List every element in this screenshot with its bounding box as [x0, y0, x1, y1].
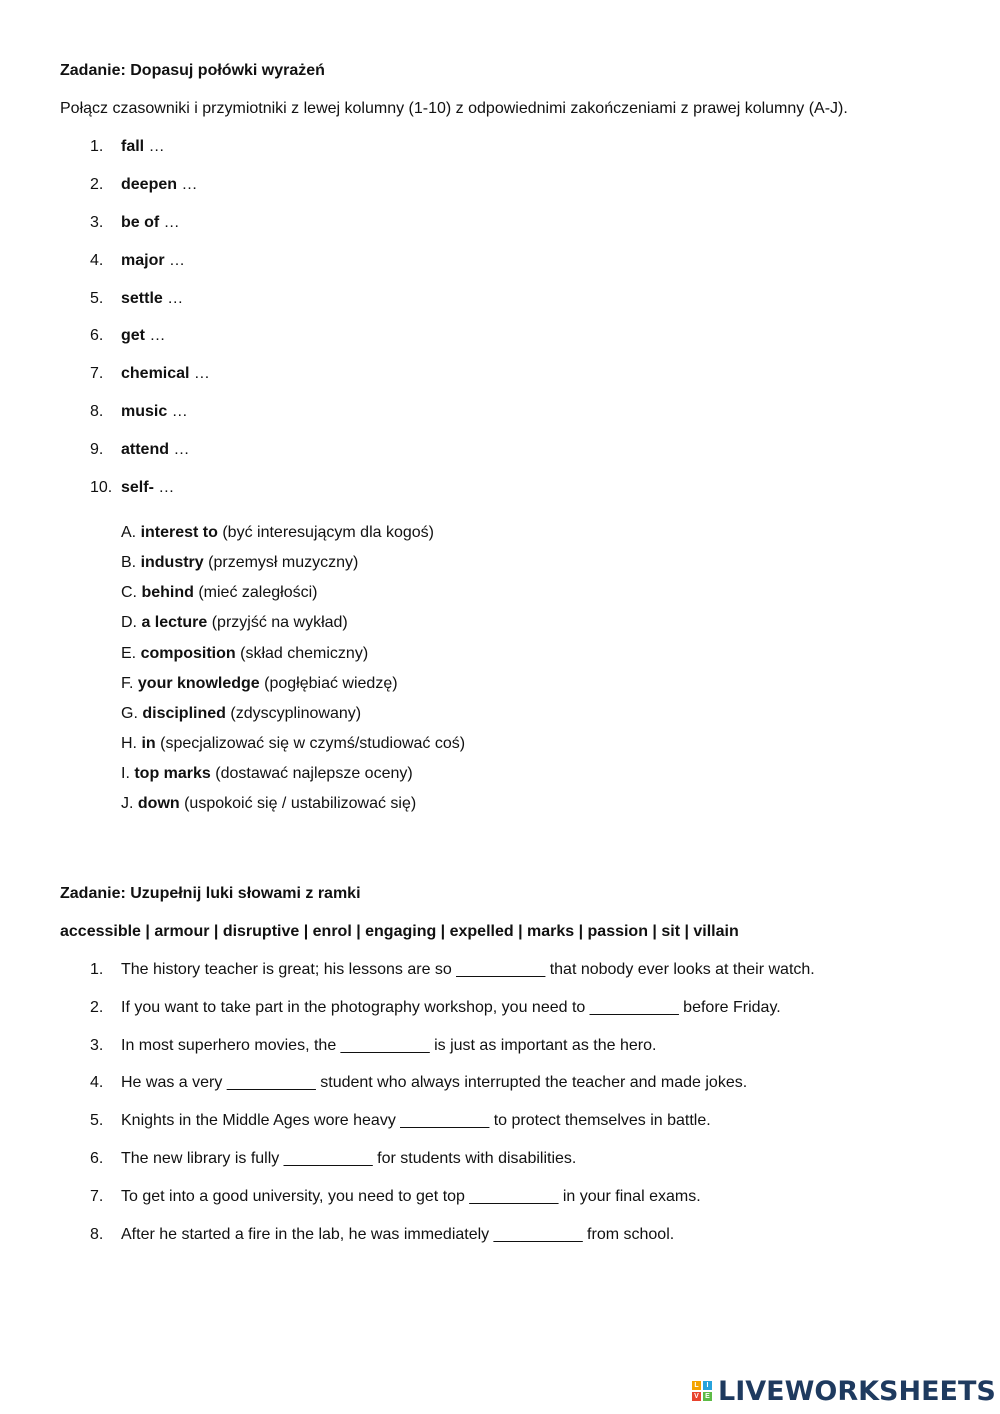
item-dots: …	[167, 403, 188, 420]
task1-title: Zadanie: Dopasuj połówki wyrażeń	[60, 62, 325, 79]
answer-gloss: (pogłębiać wiedzę)	[259, 675, 398, 692]
item-number: 10.	[90, 479, 113, 496]
sentence-number: 5.	[90, 1112, 104, 1129]
answer-phrase: down	[137, 795, 180, 812]
answer-phrase: your knowledge	[137, 675, 260, 692]
answer-letter: G.	[121, 705, 143, 722]
answer-letter: J.	[121, 795, 138, 812]
answer-letter: C.	[121, 584, 142, 601]
answer-item	[121, 645, 368, 663]
sentence-number: 6.	[90, 1150, 104, 1167]
answer-phrase: behind	[141, 584, 194, 601]
answer-phrase: interest to	[140, 524, 218, 541]
answer-gloss: (dostawać najlepsze oceny)	[210, 765, 413, 782]
item-dots: …	[189, 365, 210, 382]
item-word: attend	[121, 441, 169, 458]
answer-item	[121, 765, 413, 783]
answer-item	[121, 554, 358, 572]
answer-item	[121, 614, 348, 632]
item-number: 9.	[90, 441, 104, 458]
item-word: chemical	[121, 365, 190, 382]
item-word: major	[121, 252, 165, 269]
item-dots: …	[159, 214, 180, 231]
answer-item	[121, 705, 361, 723]
answer-letter: F.	[121, 675, 138, 692]
task1-instruction: Połącz czasowniki i przymiotniki z lewej kolumny (1-10) z odpowiednimi zakończeniami z prawej kolumny (A-J).	[60, 100, 848, 117]
item-number: 8.	[90, 403, 104, 420]
sentence-number: 7.	[90, 1188, 104, 1205]
answer-item	[121, 584, 317, 602]
item-word: get	[121, 327, 145, 344]
answer-gloss: (przyjść na wykład)	[207, 614, 348, 631]
sentence-text: He was a very __________ student who always interrupted the teacher and made jokes.	[121, 1074, 748, 1091]
answer-phrase: a lecture	[141, 614, 208, 631]
answer-letter: D.	[121, 614, 142, 631]
sentence-number: 4.	[90, 1074, 104, 1091]
answer-item	[121, 524, 434, 542]
item-dots: …	[145, 327, 166, 344]
answer-item	[121, 675, 398, 693]
liveworksheets-logo	[692, 1374, 996, 1408]
answer-item	[121, 795, 416, 813]
item-number: 1.	[90, 138, 104, 155]
task2-title: Zadanie: Uzupełnij luki słowami z ramki	[60, 885, 361, 902]
item-word: settle	[121, 290, 163, 307]
sentence-number: 1.	[90, 961, 104, 978]
sentence-text: After he started a fire in the lab, he was immediately __________ from school.	[121, 1226, 675, 1243]
item-word: be of	[121, 214, 160, 231]
answer-phrase: disciplined	[142, 705, 226, 722]
item-word: deepen	[121, 176, 178, 193]
answer-phrase: industry	[140, 554, 204, 571]
answer-gloss: (przemysł muzyczny)	[203, 554, 359, 571]
logo-text: LIVEWORKSHEETS	[718, 1375, 996, 1407]
item-dots: …	[144, 138, 165, 155]
item-dots: …	[177, 176, 198, 193]
answer-gloss: (specjalizować się w czymś/studiować coś)	[155, 735, 466, 752]
logo-mark-icon: L I V E	[692, 1381, 712, 1401]
item-number: 2.	[90, 176, 104, 193]
answer-letter: B.	[121, 554, 141, 571]
answer-letter: E.	[121, 645, 141, 662]
answer-phrase: top marks	[134, 765, 211, 782]
sentence-text: If you want to take part in the photography workshop, you need to __________ before Friday.	[121, 999, 781, 1016]
answer-letter: A.	[121, 524, 141, 541]
item-dots: …	[164, 252, 186, 269]
sentence-text: To get into a good university, you need to get top __________ in your final exams.	[121, 1188, 701, 1205]
sentence-text: Knights in the Middle Ages wore heavy __________ to protect themselves in battle.	[121, 1112, 711, 1129]
sentence-text: The history teacher is great; his lessons are so __________ that nobody ever looks at their watch.	[121, 961, 815, 978]
item-number: 3.	[90, 214, 104, 231]
word-box: accessible | armour | disruptive | enrol | engaging | expelled | marks | passion | sit | villain	[60, 923, 739, 940]
answer-gloss: (mieć zaległości)	[193, 584, 318, 601]
answer-gloss: (skład chemiczny)	[235, 645, 369, 662]
item-number: 7.	[90, 365, 104, 382]
sentence-number: 3.	[90, 1037, 104, 1054]
answer-item	[121, 735, 465, 753]
answer-gloss: (być interesującym dla kogoś)	[217, 524, 434, 541]
answer-gloss: (uspokoić się / ustabilizować się)	[179, 795, 417, 812]
sentence-text: In most superhero movies, the __________ is just as important as the hero.	[121, 1037, 657, 1054]
item-word: self-	[121, 479, 154, 496]
answer-letter: H.	[121, 735, 142, 752]
answer-letter: I.	[121, 765, 135, 782]
sentence-number: 2.	[90, 999, 104, 1016]
item-dots: …	[153, 479, 175, 496]
item-word: music	[121, 403, 168, 420]
sentence-text: The new library is fully __________ for students with disabilities.	[121, 1150, 577, 1167]
item-dots: …	[169, 441, 190, 458]
item-number: 4.	[90, 252, 104, 269]
item-word: fall	[121, 138, 145, 155]
sentence-number: 8.	[90, 1226, 104, 1243]
item-number: 5.	[90, 290, 104, 307]
item-dots: …	[162, 290, 184, 307]
answer-gloss: (zdyscyplinowany)	[225, 705, 362, 722]
answer-phrase: in	[141, 735, 156, 752]
item-number: 6.	[90, 327, 104, 344]
answer-phrase: composition	[140, 645, 236, 662]
